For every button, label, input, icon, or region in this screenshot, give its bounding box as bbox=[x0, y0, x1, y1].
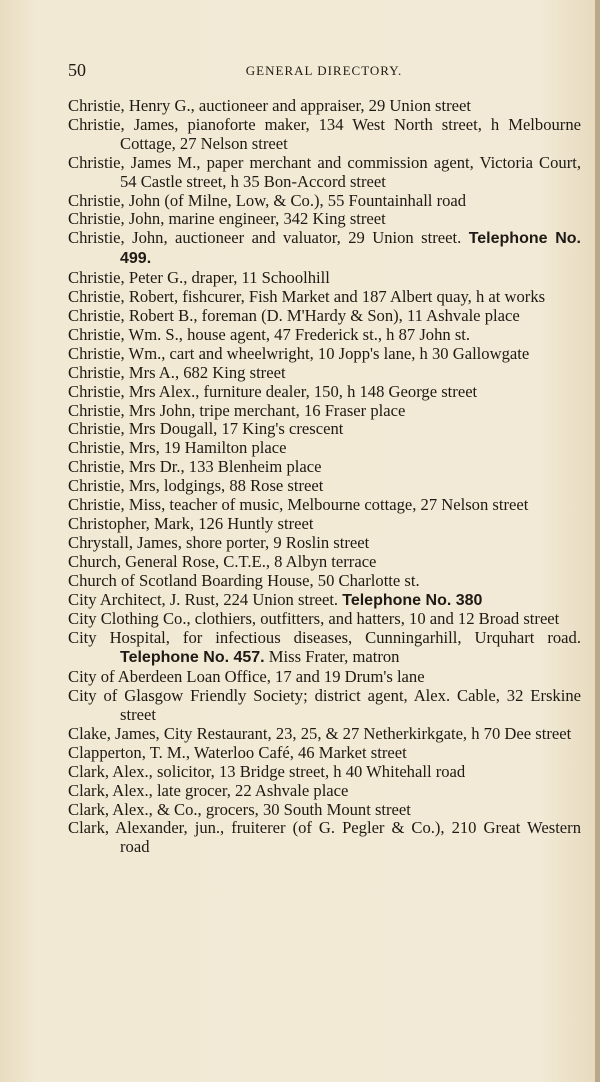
directory-entry: Clark, Alex., & Co., grocers, 30 South Mount street bbox=[68, 799, 411, 819]
directory-entry: City Architect, J. Rust, 224 Union street. Telephone No. 380 bbox=[68, 589, 483, 609]
directory-entry: Clark, Alex., late grocer, 22 Ashvale place bbox=[68, 780, 349, 800]
directory-entry: Christie, John (of Milne, Low, & Co.), 55 Fountainhall road bbox=[68, 190, 467, 210]
directory-entry: City of Glasgow Friendly Society; district agent, Alex. Cable, 32 Erskine street bbox=[68, 686, 581, 724]
directory-entry: Church, General Rose, C.T.E., 8 Albyn terrace bbox=[68, 551, 377, 571]
directory-entry: Christie, Mrs Dr., 133 Blenheim place bbox=[68, 457, 322, 477]
directory-entry: Christie, Mrs John, tripe merchant, 16 Fraser place bbox=[68, 400, 406, 420]
page-edge bbox=[595, 0, 600, 1082]
directory-entry: Christie, Peter G., draper, 11 Schoolhill bbox=[68, 268, 330, 288]
directory-entry: Chrystall, James, shore porter, 9 Roslin street bbox=[68, 532, 370, 552]
directory-entry: Clake, James, City Restaurant, 23, 25, & 27 Netherkirkgate, h 70 Dee street bbox=[68, 723, 572, 743]
directory-entry: Clark, Alexander, jun., fruiterer (of G. Pegler & Co.), 210 Great Western road bbox=[68, 818, 581, 857]
directory-entry: Church of Scotland Boarding House, 50 Charlotte st. bbox=[68, 570, 420, 590]
directory-entry: City Clothing Co., clothiers, outfitters, and hatters, 10 and 12 Broad street bbox=[68, 609, 560, 629]
directory-entry: Christie, Mrs A., 682 King street bbox=[68, 362, 286, 382]
telephone-number: Telephone No. 499. bbox=[120, 230, 582, 268]
directory-entry: Christie, James M., paper merchant and commission agent, Victoria Court, 54 Castle street, h 35 Bon-Accord street bbox=[68, 152, 581, 191]
directory-entries bbox=[68, 97, 581, 857]
directory-entry: Christie, Mrs, lodgings, 88 Rose street bbox=[68, 476, 324, 496]
directory-entry: Christopher, Mark, 126 Huntly street bbox=[68, 513, 314, 533]
directory-entry: Christie, Wm., cart and wheelwright, 10 Jopp's lane, h 30 Gallowgate bbox=[68, 343, 530, 363]
directory-entry: Clark, Alex., solicitor, 13 Bridge street, h 40 Whitehall road bbox=[68, 761, 466, 781]
directory-entry: Christie, Mrs Alex., furniture dealer, 150, h 148 George street bbox=[68, 381, 478, 401]
directory-entry: Christie, John, marine engineer, 342 King street bbox=[68, 209, 386, 229]
directory-entry: Christie, Miss, teacher of music, Melbourne cottage, 27 Nelson street bbox=[68, 495, 529, 515]
directory-entry: Christie, James, pianoforte maker, 134 West North street, h Melbourne Cottage, 27 Nelson street bbox=[68, 114, 581, 153]
directory-entry: Christie, Henry G., auctioneer and appraiser, 29 Union street bbox=[68, 96, 471, 115]
page-number: 50 bbox=[68, 60, 86, 80]
telephone-number: Telephone No. 457. bbox=[120, 649, 265, 667]
directory-entry: Christie, Mrs Dougall, 17 King's crescent bbox=[68, 419, 344, 439]
page-header bbox=[68, 60, 580, 84]
directory-entry: Christie, Wm. S., house agent, 47 Frederick st., h 87 John st. bbox=[68, 324, 471, 344]
directory-entry: Christie, Robert B., foreman (D. M'Hardy & Son), 11 Ashvale place bbox=[68, 305, 520, 325]
directory-entry: City Hospital, for infectious diseases, Cunningarhill, Urquhart road. Telephone No. 457. Miss Frater, matron bbox=[68, 628, 581, 667]
telephone-number: Telephone No. 380 bbox=[342, 591, 483, 609]
directory-entry: Clapperton, T. M., Waterloo Café, 46 Market street bbox=[68, 742, 407, 762]
directory-entry: Christie, Robert, fishcurer, Fish Market and 187 Albert quay, h at works bbox=[68, 287, 546, 307]
running-title: GENERAL DIRECTORY. bbox=[245, 63, 403, 78]
directory-entry: Christie, John, auctioneer and valuator, 29 Union street. Telephone No. 499. bbox=[68, 228, 582, 268]
directory-entry: Christie, Mrs, 19 Hamilton place bbox=[68, 438, 287, 458]
directory-entry: City of Aberdeen Loan Office, 17 and 19 Drum's lane bbox=[68, 667, 425, 687]
